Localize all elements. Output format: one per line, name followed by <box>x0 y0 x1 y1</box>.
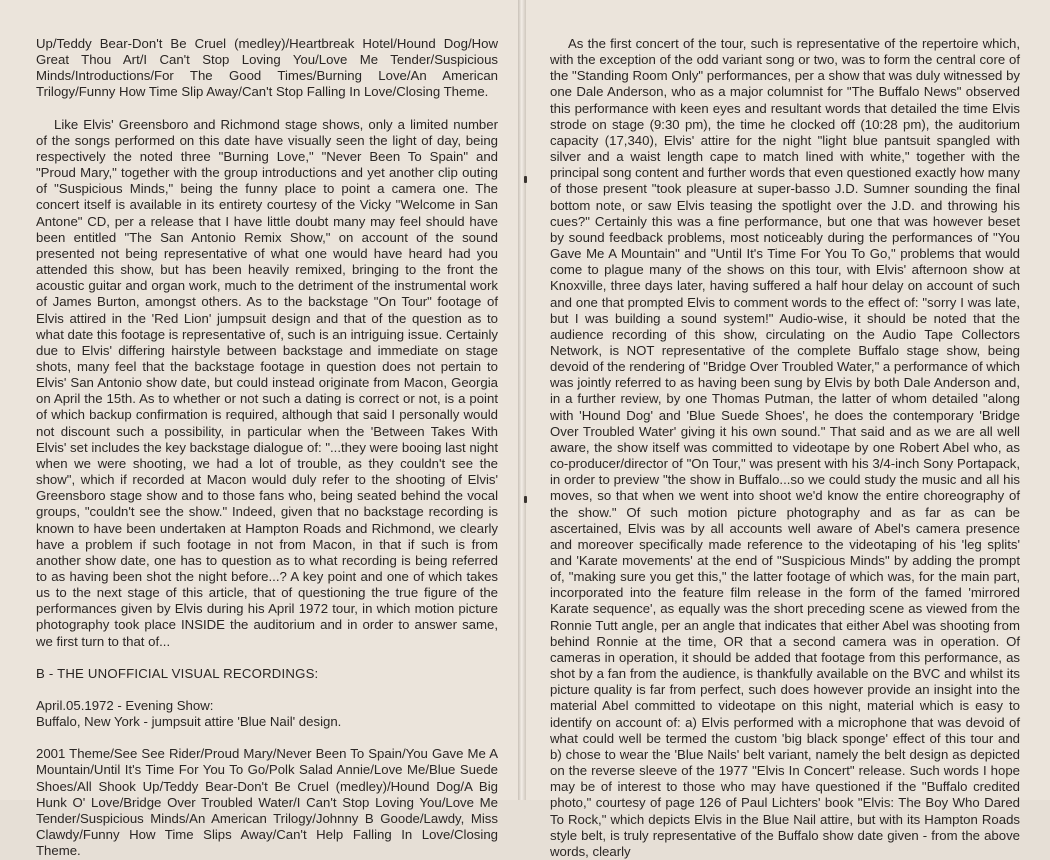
setlist-continuation-paragraph: Up/Teddy Bear-Don't Be Cruel (medley)/Heartbreak Hotel/Hound Dog/How Great Thou Art/I Can't Stop Loving You/Love Me Tender/Suspicious Minds/Introductions/For The Good Times/Burning Love/An American Trilogy/Funny How Time Slip Away/Can't Stop Falling In Love/Closing Theme. <box>36 36 498 100</box>
show-venue-line: Buffalo, New York - jumpsuit attire 'Blue Nail' design. <box>36 714 342 730</box>
show-date-line: April.05.1972 - Evening Show: <box>36 697 214 713</box>
right-page <box>526 0 1050 859</box>
body-paragraph: As the first concert of the tour, such is representative of the repertoire which, with the exception of the odd variant song or two, was to form the central core of the "Standing Room Only" performances, per a show that was duly witnessed by one Dale Anderson, who as a major columnist for "The Buffalo News" observed this performance with keen eyes and resultant words that detailed the time Elvis strode on stage (9:30 pm), the time he clocked off (10:28 pm), the auditorium capacity (17,340), Elvis' attire for the night "light blue pantsuit spangled with silver and a waist length cape to match lined with white," together with the principal song content and further words that even questioned exactly how many of those present "took pleasure at super-basso J.D. Sumner sounding the final bottom note, or saw Elvis teasing the spotlight over the J.D. and throwing his cues?" Certainly this was a fine performance, but one that was however beset by sound feedback problems, most noticeably during the performances of "You Gave Me A Mountain" and "Until It's Time For You To Go," problems that would come to plague many of the shows on this tour, with Elvis' afternoon show at Knoxville, three days later, having suffered a half hour delay on account of such and one that prompted Elvis to comment words to the effect of: "sorry I was late, but I was building a sound system!" Audio-wise, it should be noted that the audience recording of this show, circulating on the Audio Tape Collectors Network, is NOT representative of the complete Buffalo stage show, being devoid of the rendering of "Bridge Over Troubled Water," a performance of which was jointly referred to as having been sung by Elvis by both Dale Anderson and, in a further review, by one Thomas Putman, the latter of whom detailed "along with 'Hound Dog' and 'Blue Suede Shoes', he does the contemporary 'Bridge Over Troubled Water' giving it his own sound." That said and as we are all well aware, the show itself was committed to videotape by one Robert Abel who, as co-producer/director of "On Tour," was present with his 3/4-inch Sony Portapack, in order to preview "the show in Buffalo...so we could study the music and all his moves, so that when we went into shoot we'd know the entire choreography of the show." Of such motion picture photography and as far as can be ascertained, Elvis was by all accounts well aware of Abel's camera presence and moreover specifically made reference to the videotaping of his 'leg splits' and 'Karate movements' at the end of "Suspicious Minds" by adding the prompt of, "making sure you get this," the latter footage of which was, for the main part, incorporated into the feature film release in the form of the famed 'mirrored Karate sequence', as equally was the short preceding scene as viewed from the Ronnie Tutt angle, per an angle that indicates that either Abel was shooting from behind Ronnie at the time, OR that a second camera was in operation. Of cameras in operation, it should be added that footage from this performance, as shot by a fan from the audience, is thankfully available on the BVC and whilst its picture quality is far from perfect, such does however provide an insight into the material Abel committed to videotape on this night, material which is easy to identify on account of: a) Elvis performed with a microphone that was devoid of what could well be termed the custom 'big black sponge' effect of this tour and b) chose to wear the 'Blue Nails' belt variant, namely the belt design as depicted on the reverse sleeve of the 1977 "Elvis In Concert" release. Such words I hope may be of interest to those who may have questioned if the "Buffalo credited photo," courtesy of page 126 of Paul Lichters' book "Elvis: The Boy Who Dared To Rock," which depicts Elvis in the Blue Nail attire, but with its Hampton Roads style belt, is truly representative of the Buffalo show date given - from the above words, clearly <box>550 36 1020 859</box>
body-paragraph: Like Elvis' Greensboro and Richmond stage shows, only a limited number of the songs performed on this date have visually seen the light of day, being respectively the noted three "Burning Love," "Never Been To Spain" and "Proud Mary," together with the group introductions and yet another clip outing of "Suspicious Minds," being the funny place to point a camera one. The concert itself is available in its entirety courtesy of the Vicky "Welcome in San Antone" CD, per a release that I have little doubt many may feel should have been entitled "The San Antonio Remix Show," on account of the sound presented not being representative of what one would have heard had you attended this show, but has been heavily remixed, bringing to the front the acoustic guitar and organ work, much to the detriment of the instrumental work of James Burton, amongst others. As to the backstage "On Tour" footage of Elvis attired in the 'Red Lion' jumpsuit design and that of the question as to what date this footage is representative of, such is an intriguing issue. Certainly due to Elvis' differing hairstyle between backstage and immediate on stage shots, many feel that the backstage footage in question does not pertain to Elvis' San Antonio show date, but could instead originate from Macon, Georgia on April the 15th. As to whether or not such a dating is correct or not, is a point of which backup confirmation is required, although that said I personally would not discount such a possibility, in particular when the 'Between Takes With Elvis' set includes the key backstage dialogue of: "...they were booing last night when we were shooting, we had a lot of trouble, as they couldn't see the show", which if recorded at Macon would duly refer to the shooting of Elvis' Greensboro stage show and to those fans who, being seated behind the vocal groups, "couldn't see the show." Indeed, given that no backstage recording is known to have been undertaken at Hampton Roads and Richmond, we clearly have a problem if such footage in not from Macon, in that if such is from another show date, one has to question as to what recording is being referred to as having been shot the night before...? A key point and one of which takes us to the next stage of this article, that of questioning the true figure of the performances given by Elvis during his April 1972 tour, in which motion picture photography took place INSIDE the auditorium and in order to answer same, we first turn to that of... <box>36 116 498 649</box>
left-page <box>0 0 518 859</box>
setlist-paragraph: 2001 Theme/See See Rider/Proud Mary/Never Been To Spain/You Gave Me A Mountain/Until It's Time For You To Go/Polk Salad Annie/Love Me/Blue Suede Shoes/All Shook Up/Teddy Bear-Don't Be Cruel (medley)/Hound Dog/A Big Hunk O' Love/Bridge Over Troubled Water/I Can't Stop Loving You/Love Me Tender/Suspicious Minds/An American Trilogy/Johnny B Goode/Lawdy, Miss Clawdy/Funny How Time Slips Away/Can't Help Falling In Love/Closing Theme. <box>36 746 498 859</box>
section-heading: B - THE UNOFFICIAL VISUAL RECORDINGS: <box>36 665 319 681</box>
binding-staple-mark <box>524 176 527 183</box>
page-gutter <box>518 0 526 800</box>
binding-staple-mark <box>524 496 527 503</box>
